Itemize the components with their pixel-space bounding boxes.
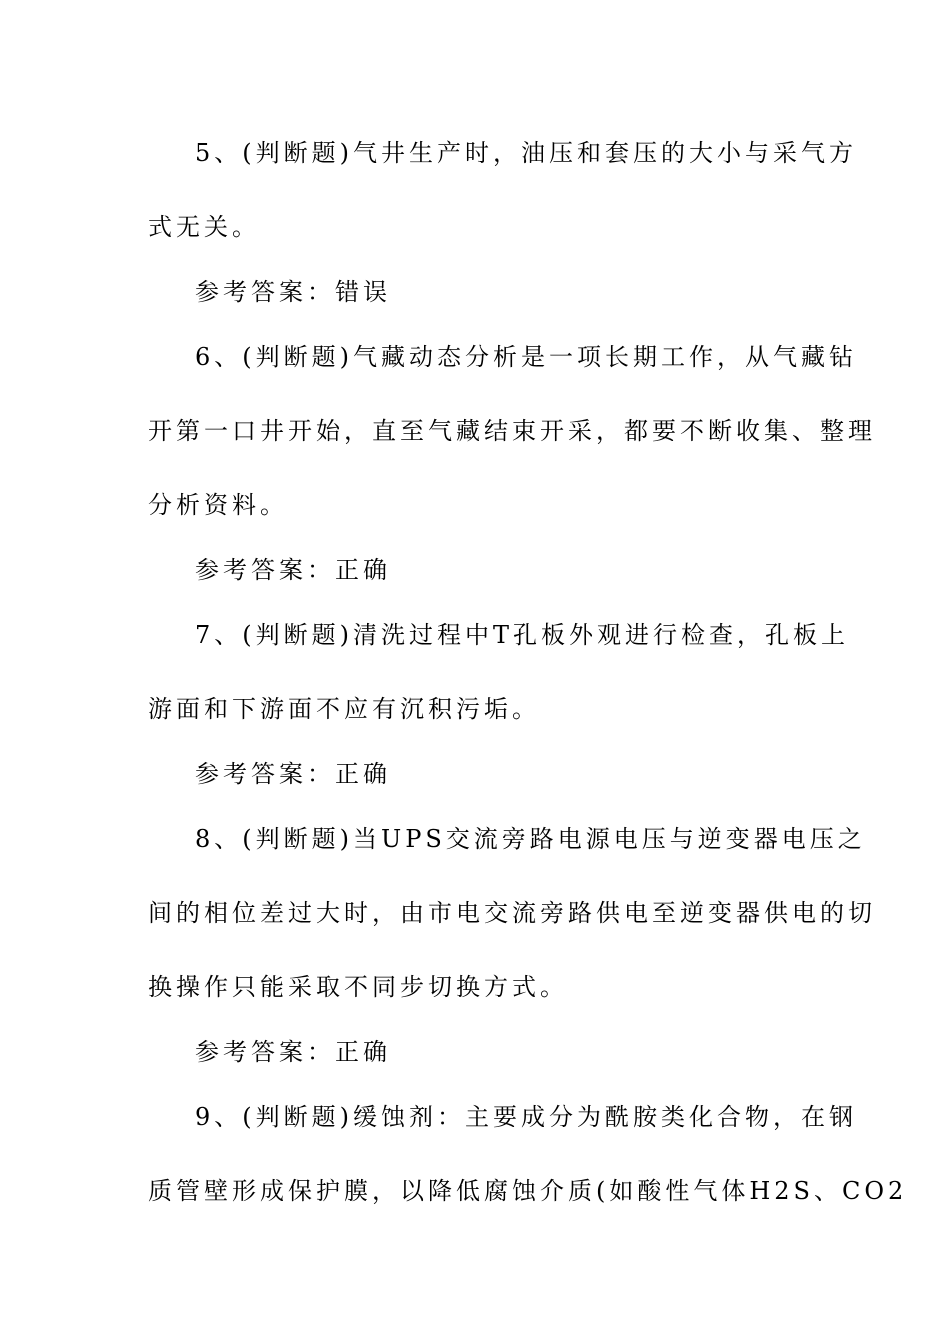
question-8-line-2: 间的相位差过大时，由市电交流旁路供电至逆变器供电的切 [148, 899, 876, 927]
question-9-line-2: 质管壁形成保护膜，以降低腐蚀介质(如酸性气体H2S、CO2 [148, 1177, 908, 1205]
question-5-line-1: 5、(判断题)气井生产时，油压和套压的大小与采气方 [195, 139, 857, 167]
question-8-answer: 参考答案：正确 [195, 1038, 391, 1066]
question-6-line-3: 分析资料。 [148, 491, 288, 519]
question-7-line-2: 游面和下游面不应有沉积污垢。 [148, 695, 540, 723]
question-7-answer: 参考答案：正确 [195, 760, 391, 788]
question-6-line-1: 6、(判断题)气藏动态分析是一项长期工作，从气藏钻 [195, 343, 857, 371]
question-8-line-1: 8、(判断题)当UPS交流旁路电源电压与逆变器电压之 [195, 825, 866, 853]
question-7-line-1: 7、(判断题)清洗过程中T孔板外观进行检查，孔板上 [195, 621, 850, 649]
question-6-answer: 参考答案：正确 [195, 556, 391, 584]
question-5-line-2: 式无关。 [148, 213, 260, 241]
question-9-line-1: 9、(判断题)缓蚀剂：主要成分为酰胺类化合物，在钢 [195, 1103, 857, 1131]
question-6-line-2: 开第一口井开始，直至气藏结束开采，都要不断收集、整理 [148, 417, 876, 445]
question-5-answer: 参考答案：错误 [195, 278, 391, 306]
question-8-line-3: 换操作只能采取不同步切换方式。 [148, 973, 568, 1001]
